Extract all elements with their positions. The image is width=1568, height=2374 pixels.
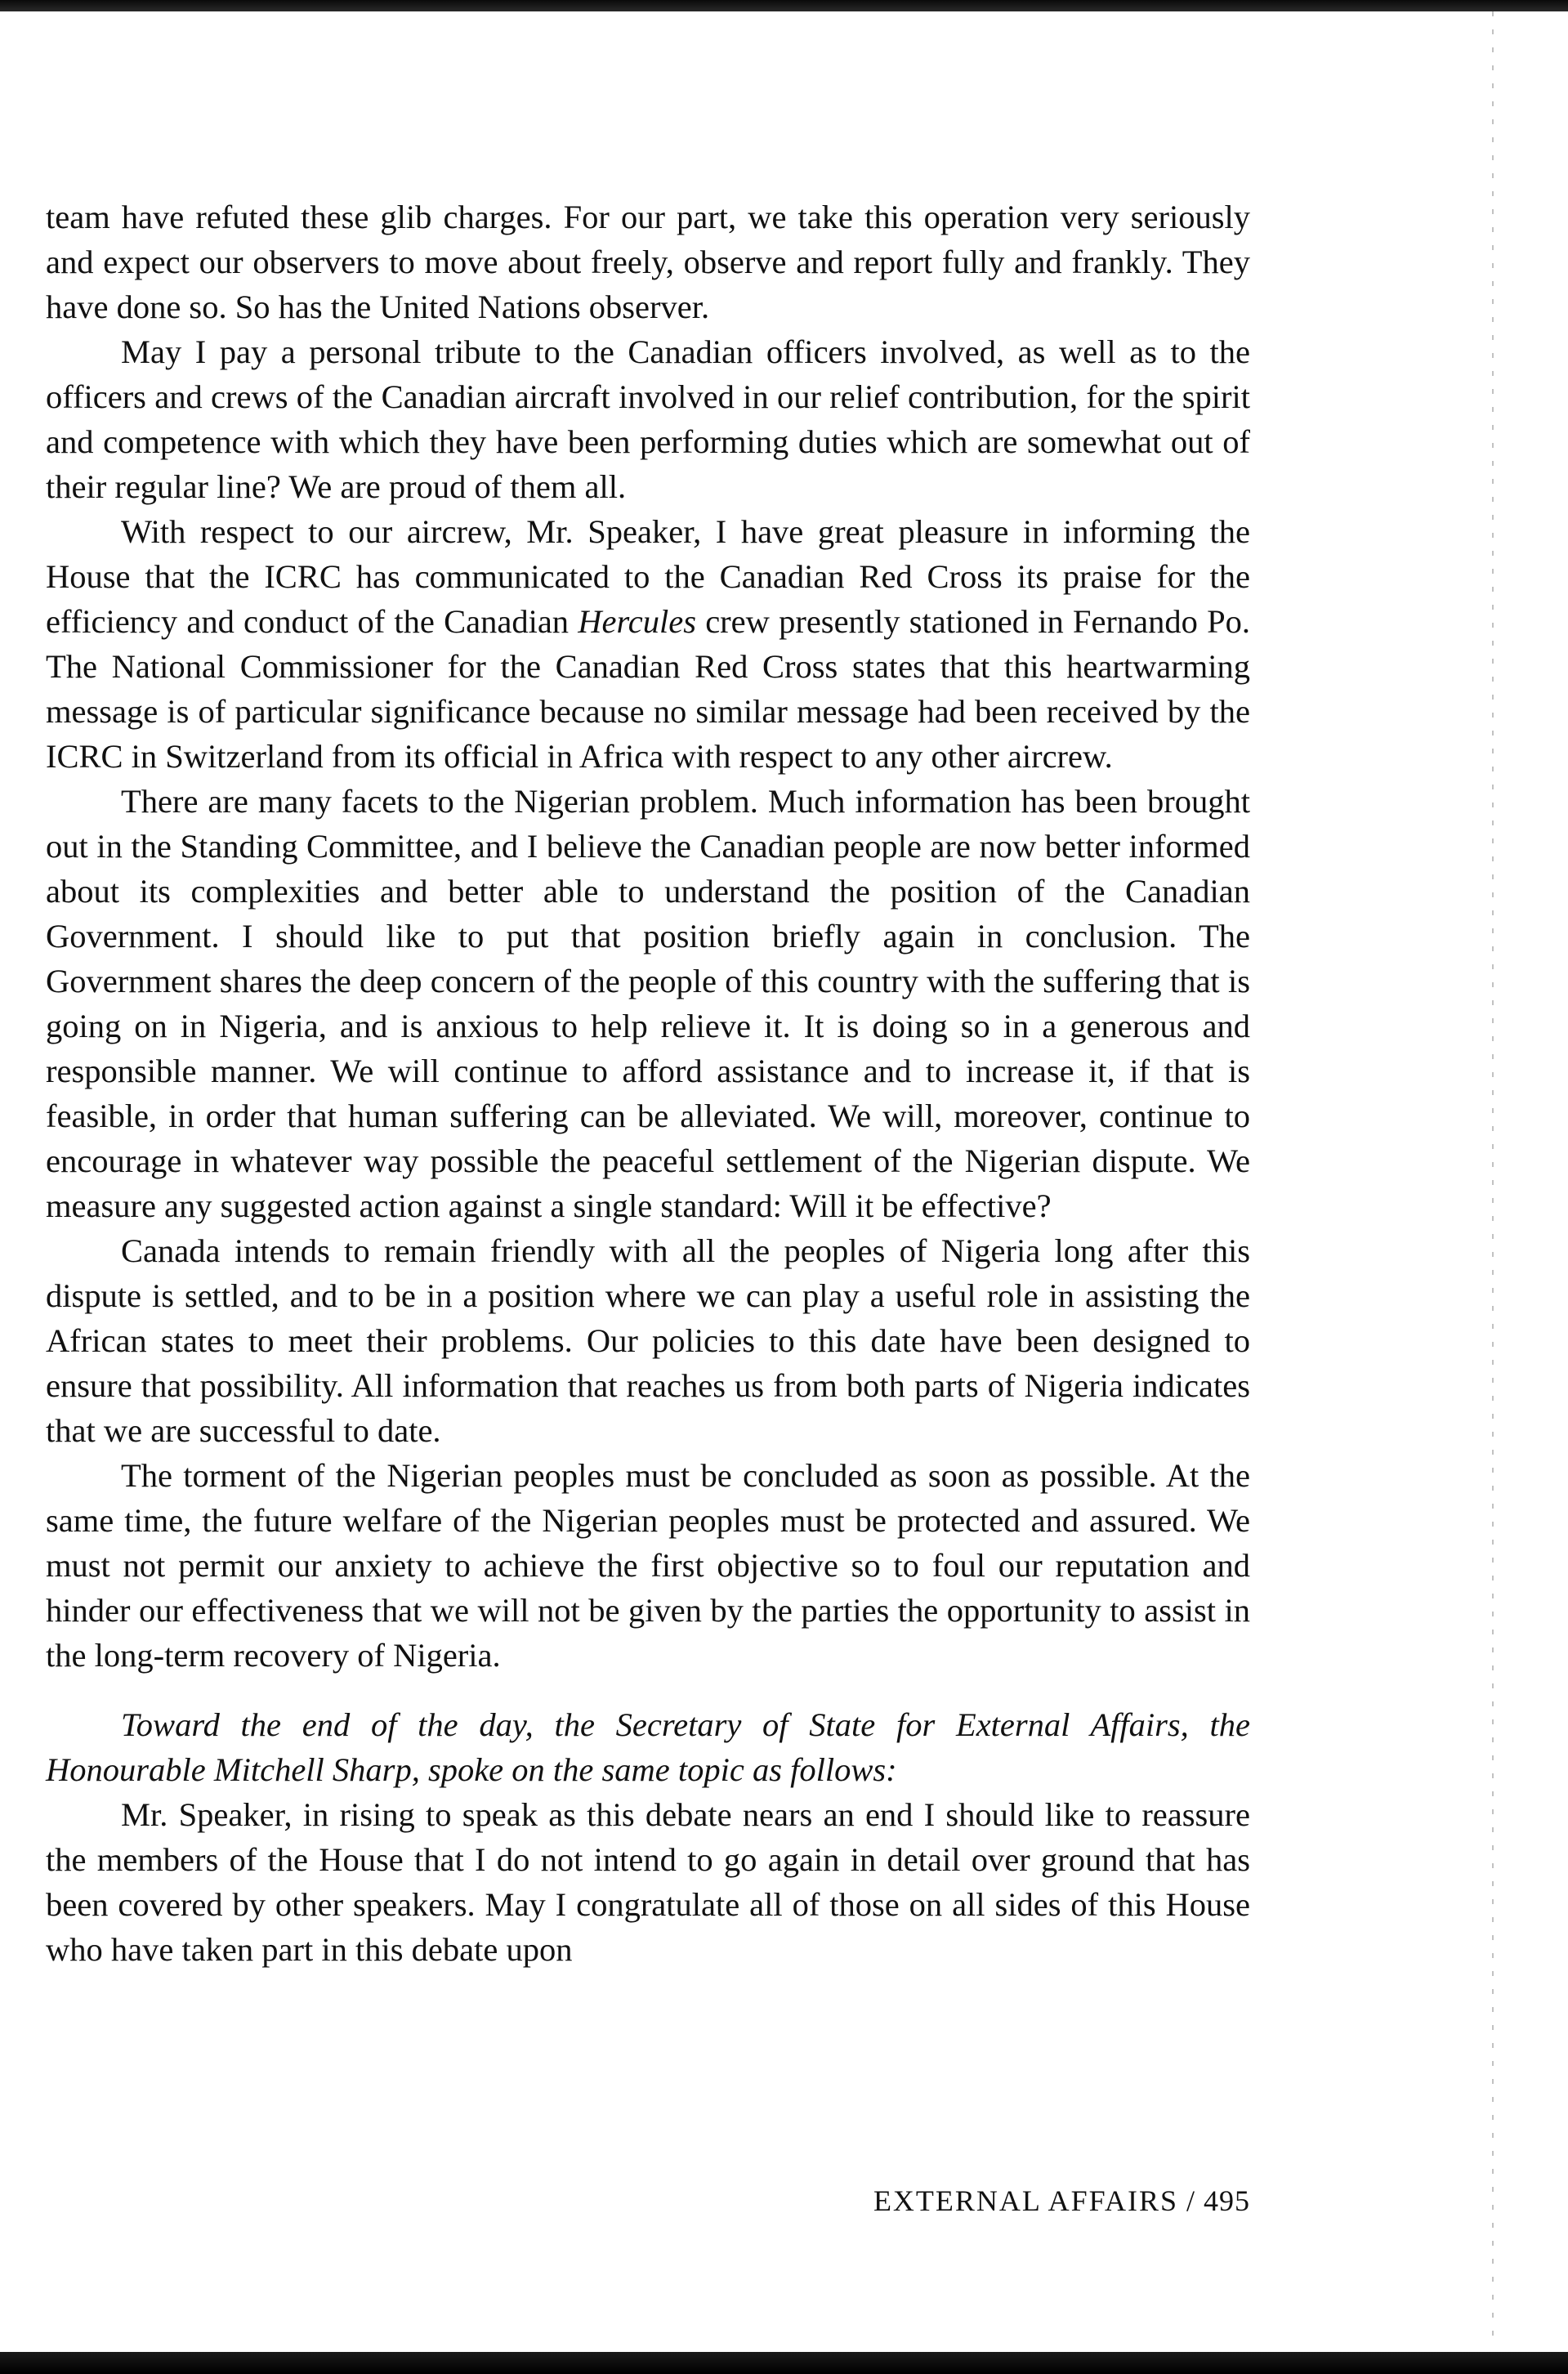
document-body <box>46 194 1250 1972</box>
scan-page-edge <box>1492 11 1494 2349</box>
paragraph-facets: There are many facets to the Nigerian problem. Much information has been brought out in the Standing Committee, and I believe the Canadian people are now better informed about its complexities and better able to understand the position of the Canadian Government. I should like to put that position briefly again in conclusion. The Government shares the deep concern of the people of this country with the suffering that is going on in Nigeria, and is anxious to help relieve it. It is doing so in a generous and responsible manner. We will continue to afford assistance and to increase it, if that is feasible, in order that human suffering can be alleviated. We will, moreover, continue to encourage in whatever way possible the peaceful settlement of the Nigerian dispute. We measure any suggested action against a single standard: Will it be effective? <box>46 783 1250 1224</box>
page-number: 495 <box>1204 2184 1250 2217</box>
page-footer <box>850 2180 1250 2221</box>
aircraft-name: Hercules <box>578 603 696 640</box>
paragraph-tribute: May I pay a personal tribute to the Canadian officers involved, as well as to the officers and crews of the Canadian aircraft involved in our relief contribution, for the spirit and competence with which they have been performing duties which are somewhat out of their regular line? We are proud of them all. <box>46 333 1250 505</box>
paragraph-continuation: team have refuted these glib charges. For our part, we take this operation very seriously and expect our observers to move about freely, observe and report fully and frankly. They have done so. So has the United Nations observer. <box>46 199 1250 325</box>
paragraph-aircrew: With respect to our aircrew, Mr. Speaker, I have great pleasure in informing the House that the ICRC has communicated to the Canadian Red Cross its praise for the efficiency and conduct of the Canadian Hercules crew presently stationed in Fernando Po. The National Commissioner for the Canadian Red Cross states that this heartwarming message is of particular significance because no similar message had been received by the ICRC in Switzerland from its official in Africa with respect to any other aircrew. <box>46 513 1250 775</box>
paragraph-sharp-speech: Mr. Speaker, in rising to speak as this debate nears an end I should like to reassure the members of the House that I do not intend to go again in detail over ground that has been covered by other speakers. May I congratulate all of those on all sides of this House who have taken part in this debate upon <box>46 1796 1250 1968</box>
paragraph-friendship: Canada intends to remain friendly with all the peoples of Nigeria long after this dispute is settled, and to be in a position where we can play a useful role in assisting the African states to meet their problems. Our policies to this date have been designed to ensure that possibility. All information that reaches us from both parts of Nigeria indicates that we are successful to date. <box>46 1232 1250 1449</box>
scan-top-border <box>0 0 1568 11</box>
speaker-introduction: Toward the end of the day, the Secretary of State for External Affairs, the Honourable Mitchell Sharp, spoke on the same topic as follows: <box>46 1706 1250 1788</box>
scan-bottom-border <box>0 2352 1568 2374</box>
paragraph-torment: The torment of the Nigerian peoples must be concluded as soon as possible. At the same time, the future welfare of the Nigerian peoples must be protected and assured. We must not permit our anxiety to achieve the first objective so to foul our reputation and hinder our effectiveness that we will not be given by the parties the opportunity to assist in the long-term recovery of Nigeria. <box>46 1457 1250 1674</box>
footer-separator: / <box>1186 2184 1195 2217</box>
publication-name: EXTERNAL AFFAIRS <box>873 2184 1178 2217</box>
